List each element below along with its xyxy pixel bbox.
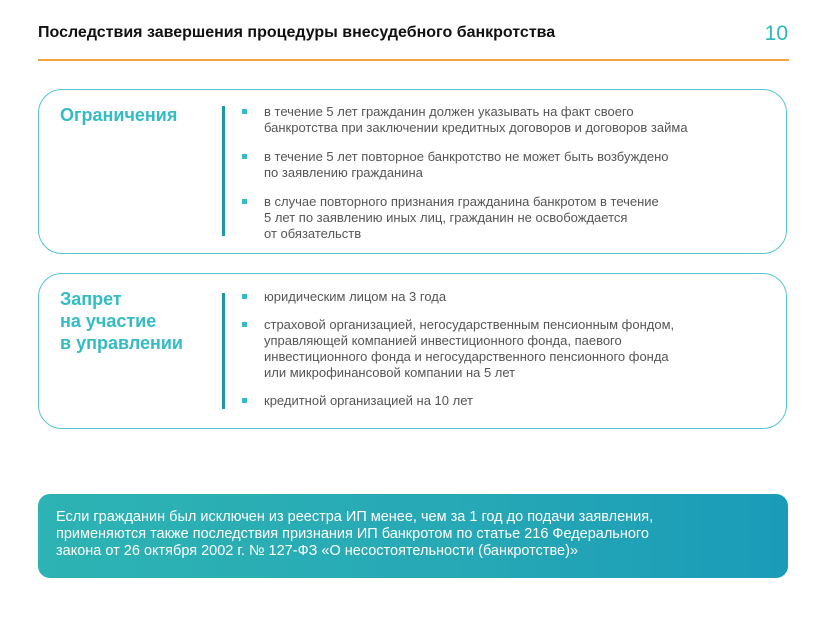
bullet-square-icon [242,294,247,299]
list-item [242,317,777,381]
header-divider [38,59,789,61]
restrictions-divider [222,106,225,236]
note-banner-line: закона от 26 октября 2002 г. № 127-ФЗ «О несостоятельности (банкротстве)» [56,543,579,559]
list-item-line: управляющей компанией инвестиционного фонда, паевого [264,333,622,348]
bullet-square-icon [242,199,247,204]
list-item-line: по заявлению гражданина [264,165,423,180]
bullet-square-icon [242,398,247,403]
list-item-line: от обязательств [264,226,362,241]
list-item-line: юридическим лицом на 3 года [264,289,447,304]
restrictions-heading-text: Ограничения [60,105,178,125]
management-ban-heading-line: в управлении [60,333,183,353]
list-item [242,289,777,305]
note-banner-line: применяются также последствия признания ИП банкротом по статье 216 Федерального [56,526,649,542]
list-item [242,104,777,136]
management-ban-divider [222,293,225,409]
list-item [242,393,777,409]
bullet-square-icon [242,322,247,327]
list-item-line: в случае повторного признания гражданина банкротом в течение [264,194,659,209]
management-ban-heading [60,288,183,354]
restrictions-list [242,104,777,255]
list-item [242,194,777,242]
list-item-line: страховой организацией, негосударственным пенсионным фондом, [264,317,675,332]
page-title: Последствия завершения процедуры внесудебного банкротства [38,24,556,41]
bullet-square-icon [242,109,247,114]
list-item-line: инвестиционного фонда и негосударственного пенсионного фонда [264,349,669,364]
list-item-line: в течение 5 лет гражданин должен указывать на факт своего [264,104,634,119]
list-item-line: банкротства при заключении кредитных договоров и договоров займа [264,120,688,135]
management-ban-list [242,289,777,421]
list-item-line: или микрофинансовой компании на 5 лет [264,365,516,380]
note-banner [38,494,788,578]
restrictions-heading [60,104,177,126]
bullet-square-icon [242,154,247,159]
list-item [242,149,777,181]
list-item-line: 5 лет по заявлению иных лиц, гражданин не освобождается [264,210,628,225]
management-ban-heading-line: на участие [60,311,157,331]
note-banner-line: Если гражданин был исключен из реестра ИП менее, чем за 1 год до подачи заявления, [56,509,654,525]
page-number: 10 [764,22,788,45]
restrictions-card [38,89,787,254]
list-item-line: в течение 5 лет повторное банкротство не может быть возбуждено [264,149,669,164]
list-item-line: кредитной организацией на 10 лет [264,393,473,408]
management-ban-heading-line: Запрет [60,289,122,309]
management-ban-card [38,273,787,429]
